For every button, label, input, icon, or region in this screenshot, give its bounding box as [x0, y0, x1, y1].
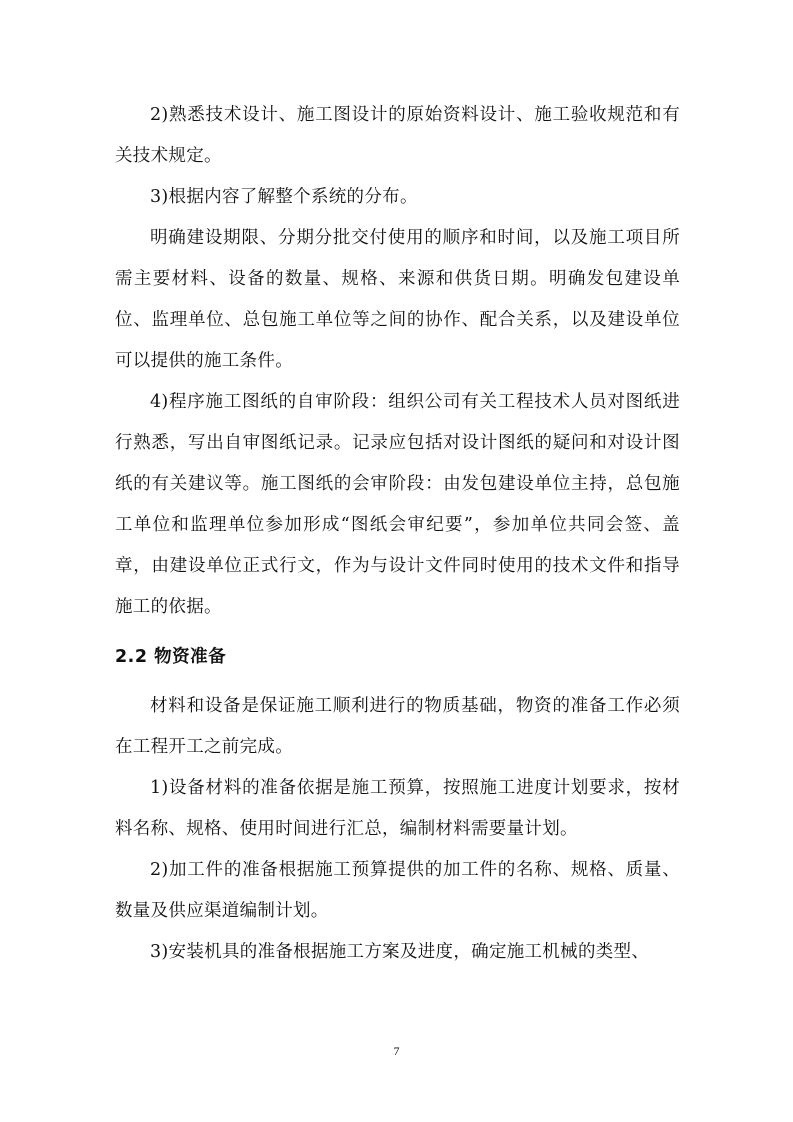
paragraph-design-familiarization: 2)熟悉技术设计、施工图设计的原始资料设计、施工验收规范和有关技术规定。	[115, 105, 680, 166]
paragraph-installation-tools: 3)安装机具的准备根据施工方案及进度，确定施工机械的类型、	[150, 942, 650, 962]
paragraph-material-intro: 材料和设备是保证施工顺利进行的物质基础，物资的准备工作必须在工程开工之前完成。	[115, 696, 680, 757]
paragraph-system-distribution: 3)根据内容了解整个系统的分布。	[150, 187, 418, 207]
paragraph-drawing-review: 4)程序施工图纸的自审阶段：组织公司有关工程技术人员对图纸进行熟悉，写出自审图纸记录。记录应包括对设计图纸的疑问和对设计图纸的有关建议等。施工图纸的会审阶段：由发包建设单位主持，总包施工单位和监理单位参加形成“图纸会审纪要”，参加单位共同会签、盖章，由建设单位正式行文，作为与设计文件同时使用的技术文件和指导施工的依据。	[115, 392, 680, 617]
paragraph-equipment-materials: 1)设备材料的准备依据是施工预算，按照施工进度计划要求，按材料名称、规格、使用时间进行汇总，编制材料需要量计划。	[115, 778, 680, 839]
paragraph-processed-parts: 2)加工件的准备根据施工预算提供的加工件的名称、规格、质量、数量及供应渠道编制计划。	[115, 860, 680, 921]
section-heading: 2.2 物资准备	[115, 647, 227, 667]
paragraph-construction-schedule: 明确建设期限、分期分批交付使用的顺序和时间，以及施工项目所需主要材料、设备的数量、规格、来源和供货日期。明确发包建设单位、监理单位、总包施工单位等之间的协作、配合关系，以及建设单位可以提供的施工条件。	[115, 228, 680, 371]
page-content	[115, 95, 680, 973]
page-number: 7	[393, 1044, 400, 1058]
